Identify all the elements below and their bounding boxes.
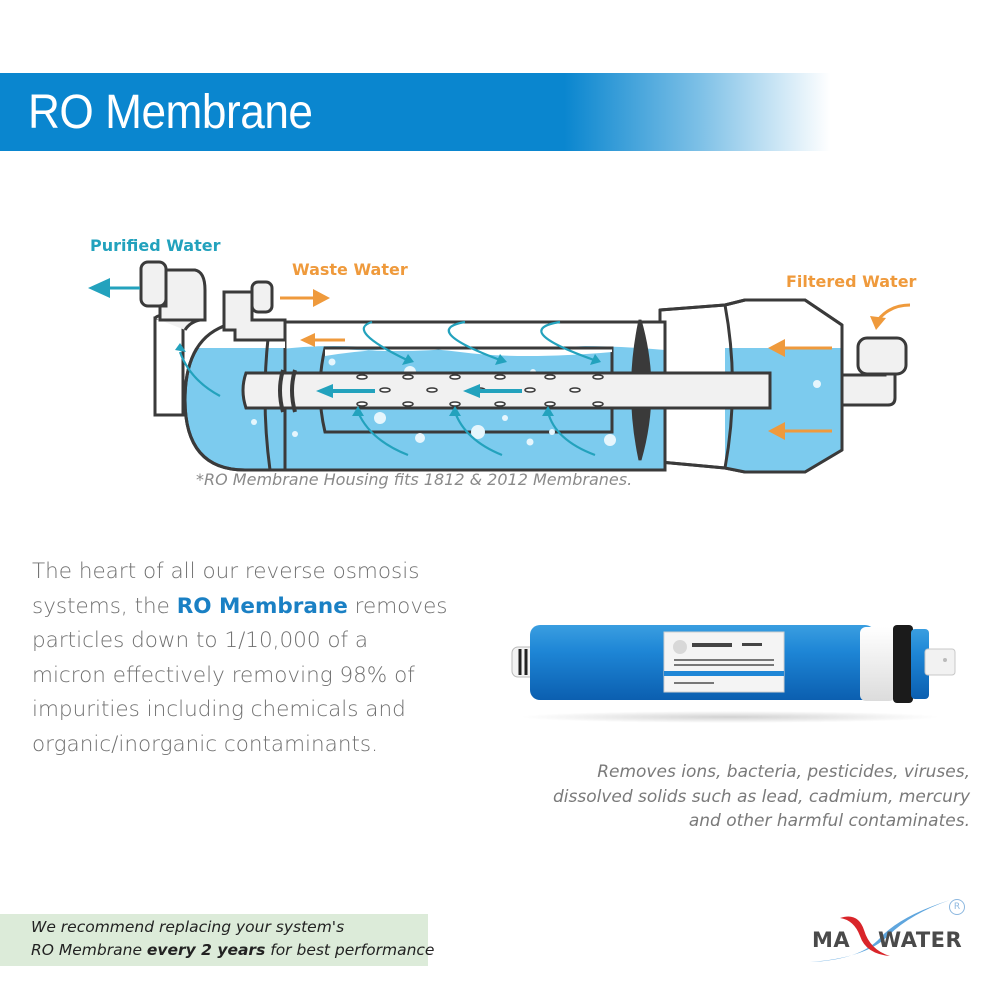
recommend-line bbox=[31, 941, 434, 959]
title-banner bbox=[0, 73, 830, 151]
logo-text-ma: MA bbox=[812, 928, 851, 952]
logo-text-water: WATER bbox=[878, 928, 963, 952]
removes-line: and other harmful contaminates. bbox=[688, 811, 970, 831]
intro-text: removes bbox=[347, 593, 448, 619]
housing-compatibility-note: *RO Membrane Housing fits 1812 & 2012 Membranes. bbox=[196, 470, 633, 489]
intro-line: organic/inorganic contaminants. bbox=[32, 731, 378, 757]
intro-paragraph bbox=[32, 555, 452, 762]
replacement-interval: every 2 years bbox=[146, 941, 266, 959]
inlet-elbow bbox=[842, 338, 906, 405]
intro-line: micron effectively removing 98% of bbox=[32, 662, 415, 688]
page-title: RO Membrane bbox=[28, 86, 313, 139]
replacement-recommendation bbox=[0, 914, 435, 966]
intro-line bbox=[32, 590, 452, 625]
intro-text: systems, the bbox=[32, 593, 177, 619]
ro-membrane-highlight: RO Membrane bbox=[176, 593, 348, 619]
waste-water-label: Waste Water bbox=[292, 260, 408, 279]
intro-line: impurities including chemicals and bbox=[32, 697, 406, 722]
recommend-line: We recommend replacing your system's bbox=[31, 918, 345, 936]
registered-mark-icon: R bbox=[949, 899, 965, 915]
ro-membrane-product-image bbox=[500, 605, 960, 725]
purified-water-label: Purified Water bbox=[90, 236, 221, 255]
waste-outlet-elbow bbox=[224, 282, 285, 340]
contaminants-removed-text bbox=[510, 760, 970, 834]
intro-line: The heart of all our reverse osmosis bbox=[32, 559, 420, 584]
removes-line: Removes ions, bacteria, pesticides, viruses, bbox=[597, 762, 970, 782]
recommend-text: for best performance bbox=[265, 941, 435, 959]
intro-line: particles down to 1/10,000 of a bbox=[32, 628, 369, 653]
maxwater-logo bbox=[800, 890, 975, 970]
removes-line: dissolved solids such as lead, cadmium, mercury bbox=[552, 786, 970, 807]
filtered-water-label: Filtered Water bbox=[786, 272, 917, 291]
recommend-text: RO Membrane bbox=[31, 941, 147, 959]
